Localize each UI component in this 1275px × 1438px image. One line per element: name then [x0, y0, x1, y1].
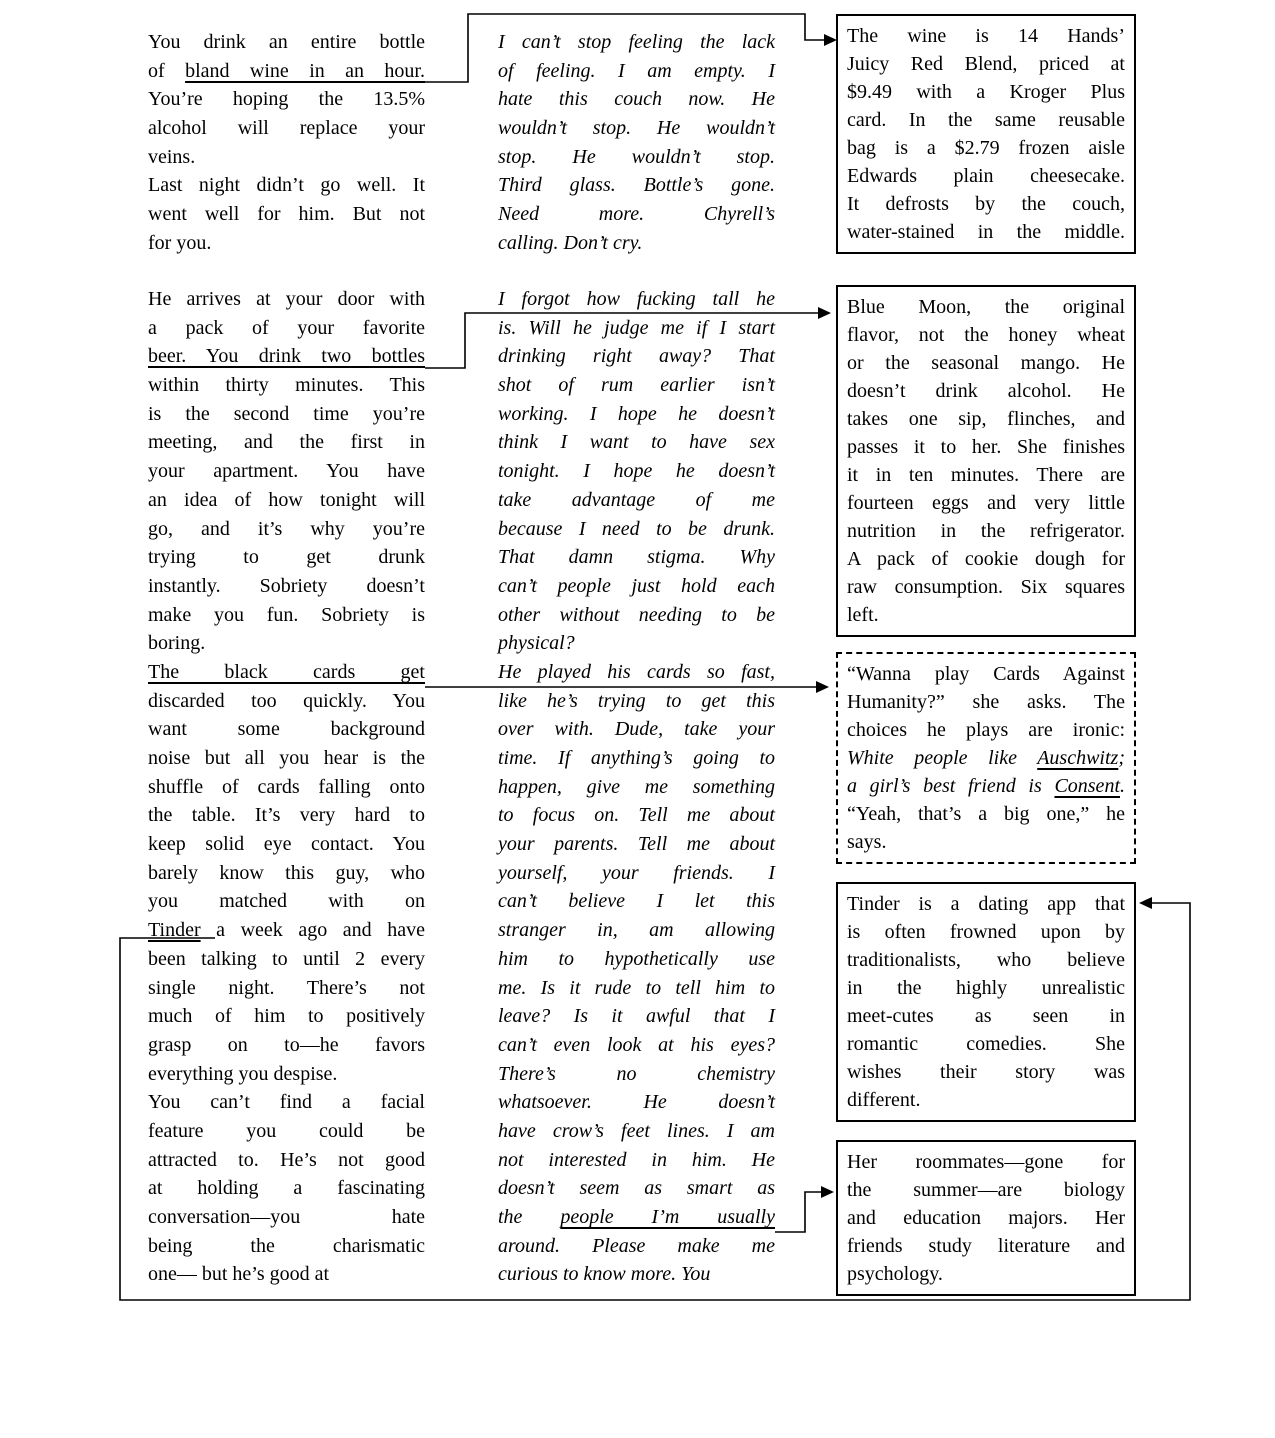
text-run: stranger in, am allowing: [498, 919, 775, 942]
text-run: take advantage of me: [498, 488, 775, 511]
underlined-text: Consent: [1054, 775, 1120, 797]
text-run: not interested in him. He: [498, 1148, 775, 1171]
annotation-box-roommates: [836, 1140, 1136, 1296]
text-run: want some background: [148, 718, 425, 741]
text-line: [847, 828, 1125, 856]
text-line: [847, 1058, 1125, 1086]
text-line: [847, 489, 1125, 517]
text-run: Third glass. Bottle’s gone.: [498, 174, 775, 197]
text-line: [847, 772, 1125, 800]
text-line: [148, 1031, 425, 1060]
text-run: everything you despise.: [148, 1062, 338, 1085]
narrative-column-block-2: [148, 285, 425, 1289]
text-line: [847, 1148, 1125, 1176]
text-run: a pack of your favorite: [148, 316, 425, 339]
text-line: [148, 428, 425, 457]
text-run: choices he plays are ironic:: [847, 719, 1125, 741]
text-line: [148, 229, 425, 258]
text-run: meet-cutes as seen in: [847, 1005, 1125, 1027]
underlined-text: Tinder: [148, 919, 201, 942]
text-line: [847, 573, 1125, 601]
connector-roommates-arrowhead: [821, 1186, 834, 1198]
text-line: [847, 545, 1125, 573]
text-run: You can’t find a facial: [148, 1091, 425, 1114]
text-line: [148, 601, 425, 630]
text-line: [148, 486, 425, 515]
text-run: Humanity?” she asks. The: [847, 691, 1125, 713]
text-line: [148, 28, 425, 57]
connector-cards-arrowhead: [816, 681, 829, 693]
text-run: The wine is 14 Hands’: [847, 25, 1125, 47]
text-line: [148, 715, 425, 744]
text-run: stop. He wouldn’t stop.: [498, 145, 775, 168]
text-run: romantic comedies. She: [847, 1033, 1125, 1055]
text-run: grasp on to—he favors: [148, 1033, 425, 1056]
text-line: [498, 543, 775, 572]
text-run: shuffle of cards falling onto: [148, 775, 425, 798]
text-line: [847, 405, 1125, 433]
text-line: [148, 1088, 425, 1117]
monologue-column-block-2: [498, 285, 775, 1289]
annotation-box-cards-against-humanity: [836, 652, 1136, 864]
text-line: [847, 517, 1125, 545]
text-run: other without needing to be: [498, 603, 775, 626]
text-run: He arrives at your door with: [148, 288, 425, 310]
text-line: [148, 1174, 425, 1203]
text-line: [498, 457, 775, 486]
text-run: Need more. Chyrell’s: [498, 203, 775, 226]
text-line: [148, 1117, 425, 1146]
text-run: is often frowned upon by: [847, 921, 1125, 943]
text-run: is. Will he judge me if I start: [498, 316, 775, 339]
text-line: [148, 658, 425, 687]
text-run: fourteen eggs and very little: [847, 492, 1125, 514]
text-line: [847, 22, 1125, 50]
text-run: to focus on. Tell me about: [498, 804, 775, 827]
text-run: nutrition in the refrigerator.: [847, 520, 1125, 542]
text-line: [498, 1002, 775, 1031]
text-line: [847, 461, 1125, 489]
text-run: feature you could be: [148, 1119, 425, 1142]
text-line: [847, 688, 1125, 716]
text-run: A pack of cookie dough for: [847, 548, 1125, 570]
text-line: [498, 801, 775, 830]
text-run: It defrosts by the couch,: [847, 193, 1125, 215]
text-run: shot of rum earlier isn’t: [498, 374, 775, 397]
text-run: whatsoever. He doesn’t: [498, 1091, 775, 1114]
text-line: [498, 371, 775, 400]
text-run: doesn’t seem as smart as: [498, 1177, 775, 1200]
text-run: me. Is it rude to tell him to: [498, 976, 775, 999]
text-run: instantly. Sobriety doesn’t: [148, 574, 425, 597]
annotation-box-tinder: [836, 882, 1136, 1122]
text-line: [148, 572, 425, 601]
text-run: been talking to until 2 every: [148, 947, 425, 970]
annotation-box-blue-moon: [836, 285, 1136, 637]
text-line: [148, 114, 425, 143]
text-run: alcohol will replace your: [148, 117, 425, 140]
text-run: of: [148, 59, 186, 82]
text-run: your parents. Tell me about: [498, 833, 775, 856]
text-line: [847, 321, 1125, 349]
text-run: one— but he’s good at: [148, 1263, 330, 1286]
text-line: [148, 887, 425, 916]
text-run: a week ago and have: [200, 919, 425, 942]
text-line: [498, 314, 775, 343]
underlined-text: beer. You drink two bottles: [148, 345, 425, 368]
text-line: [148, 85, 425, 114]
text-line: [148, 916, 425, 945]
text-line: [148, 629, 425, 658]
text-line: [847, 744, 1125, 772]
text-run: much of him to positively: [148, 1005, 425, 1028]
text-run: wishes their story was: [847, 1061, 1125, 1083]
text-line: [498, 629, 775, 658]
text-line: [148, 57, 425, 86]
text-line: [847, 134, 1125, 162]
text-run: within thirty minutes. This: [148, 374, 425, 397]
text-line: [847, 78, 1125, 106]
text-line: [847, 1086, 1125, 1114]
text-run: discarded too quickly. You: [148, 689, 425, 712]
text-line: [498, 428, 775, 457]
text-line: [498, 229, 775, 258]
text-line: [148, 744, 425, 773]
text-line: [498, 1088, 775, 1117]
text-run: of feeling. I am empty. I: [498, 59, 775, 82]
text-line: [498, 285, 775, 314]
text-line: [498, 1060, 775, 1089]
text-run: it in ten minutes. There are: [847, 464, 1125, 486]
text-run: barely know this guy, who: [148, 861, 425, 884]
text-run: doesn’t drink alcohol. He: [847, 380, 1125, 402]
text-run: water-stained in the middle.: [847, 221, 1125, 243]
text-run: boring.: [148, 632, 206, 655]
text-run: says.: [847, 831, 887, 853]
text-line: [148, 457, 425, 486]
text-line: [148, 945, 425, 974]
text-run: Edwards plain cheesecake.: [847, 165, 1125, 187]
text-run: physical?: [498, 632, 575, 655]
text-run: is the second time you’re: [148, 402, 425, 425]
text-line: [847, 218, 1125, 246]
narrative-column-block-1: [148, 28, 425, 258]
text-line: [148, 830, 425, 859]
text-line: [148, 314, 425, 343]
text-run: psychology.: [847, 1263, 943, 1285]
text-line: [498, 1203, 775, 1232]
text-line: [847, 106, 1125, 134]
connector-tinder-arrowhead: [1139, 897, 1152, 909]
text-run: in the highly unrealistic: [847, 977, 1125, 999]
text-run: meeting, and the first in: [148, 431, 425, 454]
text-line: [148, 801, 425, 830]
text-run: $9.49 with a Kroger Plus: [847, 81, 1125, 103]
text-line: [148, 371, 425, 400]
text-run: different.: [847, 1089, 921, 1111]
text-line: [847, 1176, 1125, 1204]
text-line: [847, 918, 1125, 946]
text-run: “Wanna play Cards Against: [847, 663, 1125, 685]
text-run: can’t even look at his eyes?: [498, 1033, 775, 1056]
text-run: curious to know more. You: [498, 1263, 711, 1286]
text-run: you matched with on: [148, 890, 425, 913]
text-run: traditionalists, who believe: [847, 949, 1125, 971]
text-line: [498, 114, 775, 143]
underlined-text: Auschwitz: [1037, 747, 1119, 769]
text-run: calling. Don’t cry.: [498, 231, 643, 254]
text-line: [498, 486, 775, 515]
text-line: [498, 773, 775, 802]
text-run: attracted to. He’s not good: [148, 1148, 425, 1171]
text-run: friends study literature and: [847, 1235, 1125, 1257]
text-run: You’re hoping the 13.5%: [148, 88, 425, 111]
text-line: [148, 342, 425, 371]
text-line: [498, 28, 775, 57]
text-line: [847, 890, 1125, 918]
underlined-text: The black cards get: [148, 660, 425, 683]
text-line: [148, 400, 425, 429]
text-line: [498, 85, 775, 114]
text-run: make you fun. Sobriety is: [148, 603, 425, 626]
text-run: your apartment. You have: [148, 460, 425, 483]
text-run: the table. It’s very hard to: [148, 804, 425, 827]
text-line: [498, 744, 775, 773]
text-run: have crow’s feet lines. I am: [498, 1119, 775, 1142]
text-run: .: [1120, 775, 1125, 797]
text-run: happen, give me something: [498, 775, 775, 798]
text-line: [148, 859, 425, 888]
text-line: [498, 1146, 775, 1175]
text-run: the summer—are biology: [847, 1179, 1125, 1201]
text-line: [847, 946, 1125, 974]
text-run: Tinder is a dating app that: [847, 893, 1125, 915]
monologue-column-block-1: [498, 28, 775, 258]
text-line: [498, 658, 775, 687]
underlined-text: bland wine in an hour.: [185, 59, 425, 82]
text-run: the: [498, 1206, 561, 1228]
text-line: [847, 1232, 1125, 1260]
text-run: trying to get drunk: [148, 546, 425, 569]
text-line: [847, 716, 1125, 744]
text-run: Last night didn’t go well. It: [148, 174, 425, 197]
text-line: [847, 377, 1125, 405]
text-line: [148, 1060, 425, 1089]
text-line: [847, 162, 1125, 190]
text-run: ;: [1118, 747, 1125, 769]
text-run: yourself, your friends. I: [498, 861, 775, 884]
text-run: Juicy Red Blend, priced at: [847, 53, 1125, 75]
text-run: card. In the same reusable: [847, 109, 1125, 131]
text-line: [498, 1260, 775, 1289]
text-run: Her roommates—gone for: [847, 1151, 1125, 1173]
text-line: [847, 601, 1125, 629]
text-line: [498, 974, 775, 1003]
text-run: veins.: [148, 145, 196, 168]
text-line: [498, 859, 775, 888]
text-run: White people like: [847, 747, 1038, 769]
text-line: [498, 572, 775, 601]
text-run: think I want to have sex: [498, 431, 775, 454]
text-line: [148, 974, 425, 1003]
text-run: bag is a $2.79 frozen aisle: [847, 137, 1125, 159]
text-line: [148, 543, 425, 572]
text-run: a girl’s best friend is: [847, 775, 1055, 797]
text-run: can’t people just hold each: [498, 574, 775, 597]
text-line: [847, 1030, 1125, 1058]
text-line: [498, 715, 775, 744]
text-run: left.: [847, 604, 879, 626]
text-line: [847, 974, 1125, 1002]
text-line: [148, 285, 425, 314]
text-run: flavor, not the honey wheat: [847, 324, 1125, 346]
text-line: [498, 945, 775, 974]
text-line: [847, 190, 1125, 218]
text-run: passes it to her. She finishes: [847, 436, 1125, 458]
text-line: [148, 171, 425, 200]
underlined-text: people I’m usually: [560, 1206, 775, 1228]
text-line: [847, 433, 1125, 461]
text-run: hate this couch now. He: [498, 88, 775, 111]
text-line: [847, 660, 1125, 688]
text-line: [148, 1203, 425, 1232]
text-run: takes one sip, flinches, and: [847, 408, 1125, 430]
text-run: went well for him. But not: [148, 203, 425, 226]
text-run: him to hypothetically use: [498, 947, 775, 970]
text-line: [148, 143, 425, 172]
text-run: working. I hope he doesn’t: [498, 402, 775, 425]
text-run: leave? Is it awful that I: [498, 1005, 775, 1028]
text-run: tonight. I hope he doesn’t: [498, 460, 775, 483]
text-line: [847, 1260, 1125, 1288]
annotation-box-wine: [836, 14, 1136, 254]
text-line: [847, 1002, 1125, 1030]
text-run: noise but all you hear is the: [148, 747, 425, 769]
text-line: [498, 1117, 775, 1146]
text-line: [148, 773, 425, 802]
text-line: [498, 342, 775, 371]
text-run: drinking right away? That: [498, 345, 775, 368]
text-run: single night. There’s not: [148, 976, 425, 999]
text-line: [498, 143, 775, 172]
text-run: I forgot how fucking tall he: [498, 288, 775, 310]
text-run: “Yeah, that’s a big one,” he: [847, 803, 1125, 825]
text-run: go, and it’s why you’re: [148, 517, 425, 540]
text-line: [847, 800, 1125, 828]
text-run: because I need to be drunk.: [498, 517, 775, 540]
text-line: [498, 1232, 775, 1261]
text-run: time. If anything’s going to: [498, 747, 775, 769]
text-run: There’s no chemistry: [498, 1062, 775, 1085]
text-run: You drink an entire bottle: [148, 31, 425, 53]
text-run: or the seasonal mango. He: [847, 352, 1125, 374]
text-line: [498, 830, 775, 859]
text-line: [498, 171, 775, 200]
text-line: [148, 687, 425, 716]
text-run: at holding a fascinating: [148, 1177, 425, 1200]
text-line: [148, 1260, 425, 1289]
text-run: around. Please make me: [498, 1234, 775, 1257]
text-line: [148, 200, 425, 229]
text-line: [498, 916, 775, 945]
text-run: He played his cards so fast,: [498, 660, 775, 683]
connector-beer-arrowhead: [818, 307, 831, 319]
text-line: [498, 887, 775, 916]
text-run: That damn stigma. Why: [498, 546, 775, 569]
text-line: [847, 1204, 1125, 1232]
text-line: [847, 50, 1125, 78]
text-line: [498, 601, 775, 630]
text-line: [148, 1232, 425, 1261]
text-run: for you.: [148, 231, 212, 254]
text-run: being the charismatic: [148, 1234, 425, 1257]
text-line: [148, 1146, 425, 1175]
text-run: Blue Moon, the original: [847, 296, 1125, 318]
text-line: [498, 1174, 775, 1203]
text-line: [148, 515, 425, 544]
text-run: wouldn’t stop. He wouldn’t: [498, 117, 775, 140]
text-line: [498, 200, 775, 229]
text-run: an idea of how tonight will: [148, 488, 425, 511]
text-run: keep solid eye contact. You: [148, 833, 425, 856]
connector-roommates-line: [775, 1192, 821, 1232]
text-run: and education majors. Her: [847, 1207, 1125, 1229]
text-line: [847, 349, 1125, 377]
text-run: conversation—you hate: [148, 1206, 425, 1228]
text-line: [498, 687, 775, 716]
text-run: raw consumption. Six squares: [847, 576, 1125, 598]
text-run: can’t believe I let this: [498, 890, 775, 913]
text-line: [498, 515, 775, 544]
text-run: I can’t stop feeling the lack: [498, 31, 775, 53]
text-run: over with. Dude, take your: [498, 718, 775, 741]
text-line: [498, 400, 775, 429]
text-line: [847, 293, 1125, 321]
text-line: [498, 1031, 775, 1060]
text-line: [498, 57, 775, 86]
text-line: [148, 1002, 425, 1031]
text-run: like he’s trying to get this: [498, 689, 775, 712]
